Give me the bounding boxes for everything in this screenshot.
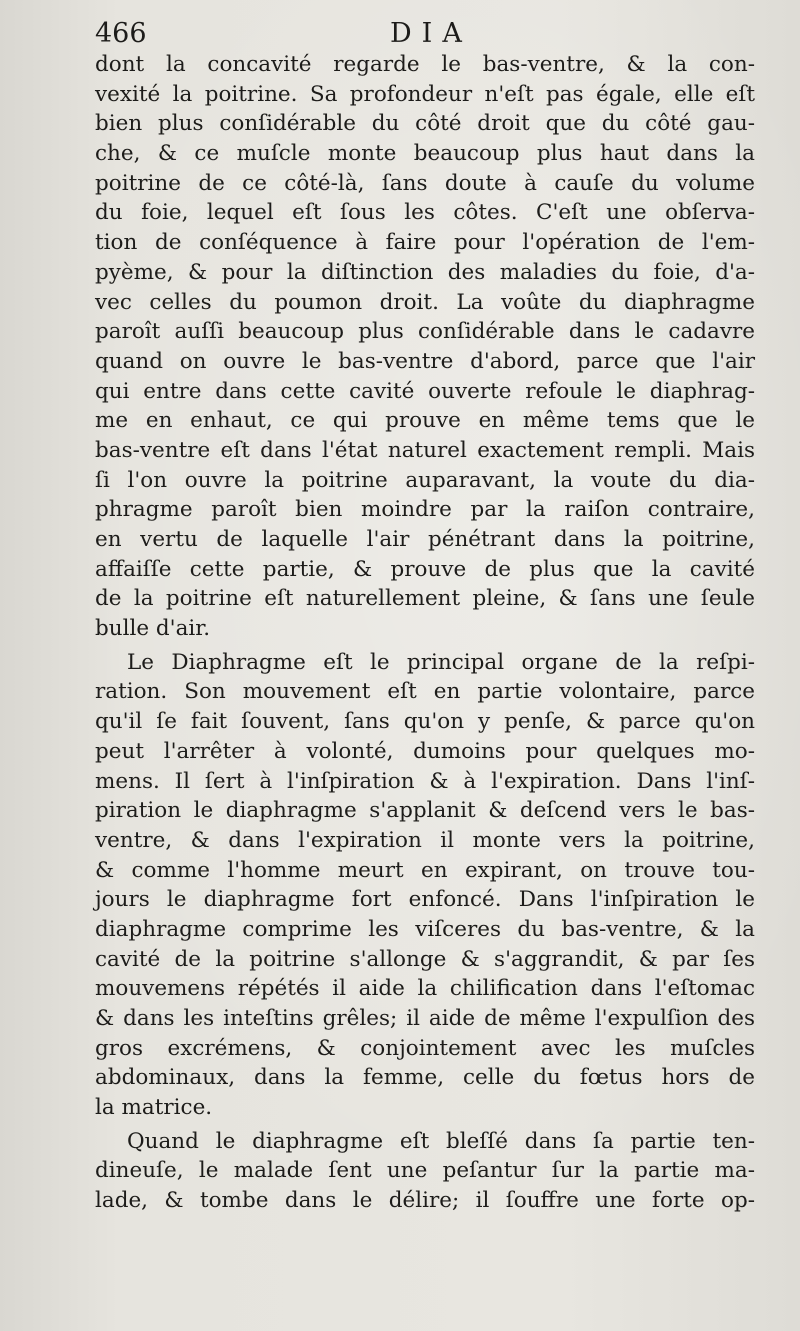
- text-line: dont la concavité regarde le bas-ventre, & la con-: [95, 52, 755, 77]
- text-line: du foie, lequel eſt ſous les côtes. C'eſt une obſerva-: [95, 200, 755, 226]
- text-line: lade, & tombe dans le délire; il ſouffre une forte op-: [95, 1188, 755, 1214]
- text-line: bien plus conſidérable du côté droit que du côté gau-: [95, 111, 755, 137]
- text-line: vexité la poitrine. Sa profondeur n'eſt pas égale, elle eſt: [95, 81, 755, 107]
- text-line: jours le diaphragme fort enfoncé. Dans l'inſpiration le: [95, 887, 755, 913]
- text-line: mens. Il ſert à l'inſpiration & à l'expiration. Dans l'inſ-: [95, 768, 755, 794]
- text-line: gros excrémens, & conjointement avec les muſcles: [95, 1035, 755, 1061]
- text-line: piration le diaphragme s'applanit & deſcend vers le bas-: [95, 798, 755, 824]
- text-line: peut l'arrêter à volonté, dumoins pour quelques mo-: [95, 738, 755, 764]
- text-line: Le Diaphragme eſt le principal organe de la reſpi-: [127, 649, 755, 675]
- text-line: cavité de la poitrine s'allonge & s'aggrandit, & par ſes: [95, 946, 755, 972]
- paragraph-1: [95, 50, 755, 644]
- text-line: che, & ce muſcle monte beaucoup plus haut dans la: [95, 141, 755, 167]
- text-line: affaiſſe cette partie, & prouve de plus que la cavité: [95, 556, 755, 582]
- text-line: ſi l'on ouvre la poitrine auparavant, la voute du dia-: [95, 467, 755, 493]
- text-line: me en enhaut, ce qui prouve en même tems que le: [95, 408, 755, 434]
- running-title: DIA: [390, 18, 472, 49]
- text-line: & dans les inteſtins grêles; il aide de même l'expulſion des: [95, 1006, 755, 1031]
- text-line: mouvemens répétés il aide la chilification dans l'eſtomac: [95, 976, 755, 1002]
- text-line: dineuſe, le malade ſent une peſantur ſur la partie ma-: [95, 1158, 755, 1184]
- paragraph-2: [95, 648, 755, 1123]
- text-line: la matrice.: [95, 1095, 213, 1121]
- text-line: paroît auſſi beaucoup plus conſidérable dans le cadavre: [95, 319, 755, 345]
- text-line: qu'il ſe fait ſouvent, ſans qu'on y penſe, & parce qu'on: [95, 709, 755, 735]
- text-line: quand on ouvre le bas-ventre d'abord, parce que l'air: [95, 348, 755, 374]
- text-line: phragme paroît bien moindre par la raiſon contraire,: [95, 497, 755, 523]
- text-line: abdominaux, dans la femme, celle du fœtus hors de: [95, 1065, 755, 1091]
- text-line: poitrine de ce côté-là, ſans doute à cauſe du volume: [95, 170, 755, 196]
- text-line: & comme l'homme meurt en expirant, on trouve tou-: [95, 857, 755, 883]
- text-line: de la poitrine eſt naturellement pleine, & ſans une ſeule: [95, 586, 755, 612]
- text-line: diaphragme comprime les viſceres du bas-ventre, & la: [95, 916, 755, 942]
- text-line: vec celles du poumon droit. La voûte du diaphragme: [95, 289, 755, 315]
- running-head: [95, 18, 755, 50]
- text-line: bas-ventre eſt dans l'état naturel exactement rempli. Mais: [95, 437, 755, 463]
- text-line: en vertu de laquelle l'air pénétrant dans la poitrine,: [95, 527, 755, 552]
- text-line: pyème, & pour la diſtinction des maladies du foie, d'a-: [95, 259, 755, 285]
- text-line: tion de conſéquence à faire pour l'opération de l'em-: [95, 230, 755, 256]
- text-line: Quand le diaphragme eſt bleſſé dans ſa partie ten-: [127, 1128, 755, 1154]
- page-number: 466: [95, 18, 147, 49]
- text-line: bulle d'air.: [95, 616, 211, 642]
- text-line: ration. Son mouvement eſt en partie volontaire, parce: [95, 679, 755, 705]
- text-line: ventre, & dans l'expiration il monte vers la poitrine,: [95, 827, 755, 853]
- body-text: [95, 50, 755, 1216]
- paragraph-3: [95, 1127, 755, 1216]
- text-line: qui entre dans cette cavité ouverte refoule le diaphrag-: [95, 378, 755, 404]
